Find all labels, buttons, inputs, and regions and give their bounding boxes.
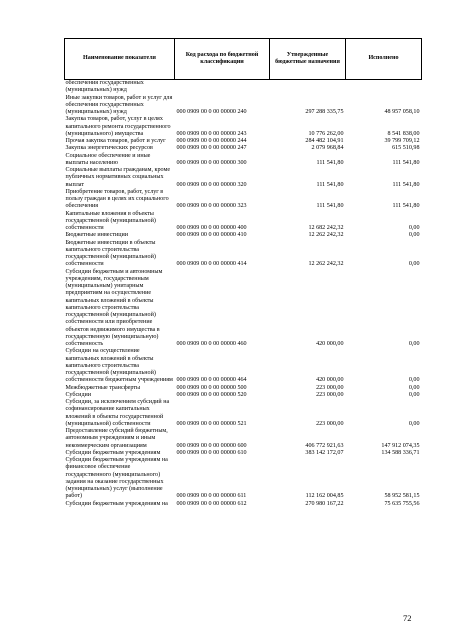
row-approved: 223 000,00 — [316, 391, 344, 398]
row-name: Субсидии бюджетным учреждениям на финансовое обеспечение государственного (муниципального) задания на оказание государственных (муниципальных) услуг (выполнение работ) — [65, 457, 168, 500]
table-row — [65, 153, 422, 168]
row-code: 000 0909 00 0 00 00000 240 — [176, 109, 247, 115]
row-executed: 615 510,98 — [392, 145, 420, 152]
row-name: Капитальные вложения в объекты государственной (муниципальной) собственности — [65, 210, 156, 231]
row-name: Бюджетные инвестиции в объекты капитального строительства государственной (муниципальной) собственности — [65, 239, 156, 268]
table-row — [65, 211, 422, 233]
table-row — [65, 392, 422, 399]
row-executed: 75 635 755,56 — [384, 500, 420, 507]
table-row — [65, 240, 422, 269]
row-code — [175, 80, 270, 95]
table-row — [65, 457, 422, 501]
row-code: 000 0909 00 0 00 00000 244 — [176, 138, 247, 144]
row-name: Иные закупки товаров, работ и услуг для обеспечения государственных (муниципальных) нужд — [65, 94, 173, 115]
row-approved: 420 000,00 — [316, 377, 344, 384]
row-executed: 48 957 058,10 — [384, 109, 420, 115]
table-row — [65, 450, 422, 457]
row-executed: 111 541,80 — [392, 159, 420, 166]
page-number: 72 — [403, 613, 412, 623]
row-approved: 406 772 921,63 — [305, 442, 344, 449]
table-row — [65, 116, 422, 138]
row-executed: 0,00 — [408, 261, 420, 268]
row-code: 000 0909 00 0 00 00000 320 — [176, 181, 247, 188]
row-executed: 0,00 — [408, 232, 420, 239]
row-executed: 147 912 074,35 — [381, 442, 420, 449]
row-code: 000 0909 00 0 00 00000 300 — [176, 159, 247, 166]
table-row — [65, 95, 422, 117]
row-code: 000 0909 00 0 00 00000 610 — [176, 449, 247, 456]
row-name: Предоставление субсидий бюджетным, автономным учреждениям и иным некоммерческим организациям — [65, 428, 168, 449]
row-code: 000 0909 00 0 00 00000 414 — [176, 261, 247, 268]
row-code: 000 0909 00 0 00 00000 600 — [176, 442, 247, 449]
table-row — [65, 167, 422, 189]
row-name: Бюджетные инвестиции — [65, 232, 129, 239]
table-row — [65, 189, 422, 211]
row-approved: 383 142 172,07 — [305, 449, 344, 456]
row-approved: 223 000,00 — [316, 420, 344, 427]
row-approved: 112 162 004,85 — [305, 493, 344, 500]
row-code: 000 0909 00 0 00 00000 464 — [176, 377, 247, 384]
row-approved — [270, 80, 346, 95]
table-row — [65, 80, 422, 95]
row-approved: 2 079 968,84 — [311, 145, 344, 152]
table-row — [65, 501, 422, 508]
table-body — [65, 80, 422, 508]
budget-execution-table — [64, 38, 422, 508]
row-approved: 12 682 242,32 — [308, 225, 344, 231]
table-header — [65, 39, 422, 80]
table-row — [65, 399, 422, 428]
row-name: Приобретение товаров, работ, услуг в пользу граждан в целях их социального обеспечения — [65, 188, 169, 210]
row-name: Закупка энергетических ресурсов — [65, 145, 153, 152]
row-executed — [346, 80, 422, 95]
table-row — [65, 348, 422, 384]
table-row — [65, 138, 422, 145]
row-code: 000 0909 00 0 00 00000 410 — [176, 232, 247, 239]
row-name: Субсидии бюджетным учреждениям — [65, 449, 161, 456]
row-code: 000 0909 00 0 00 00000 520 — [176, 391, 247, 398]
row-approved: 223 000,00 — [316, 384, 344, 391]
table-row — [65, 145, 422, 152]
row-approved: 297 288 335,75 — [305, 109, 344, 115]
row-approved: 284 482 104,91 — [305, 138, 344, 144]
row-name: Прочая закупка товаров, работ и услуг — [65, 138, 166, 144]
row-approved: 12 262 242,32 — [308, 232, 344, 239]
row-name: Субсидии, за исключением субсидий на софинансирование капитальных вложений в объекты государственной (муниципальной) собственности — [65, 399, 170, 427]
row-executed: 111 541,80 — [392, 203, 420, 210]
row-name: Социальные выплаты гражданам, кроме публичных нормативных социальных выплат — [65, 167, 171, 188]
row-code: 000 0909 00 0 00 00000 612 — [176, 500, 247, 507]
table-row — [65, 428, 422, 450]
row-code: 000 0909 00 0 00 00000 500 — [176, 384, 247, 391]
row-executed: 0,00 — [408, 225, 420, 231]
row-approved: 12 262 242,32 — [308, 261, 344, 268]
row-executed: 0,00 — [408, 391, 420, 398]
row-name: Субсидии бюджетным учреждениям на — [65, 500, 168, 507]
row-code: 000 0909 00 0 00 00000 400 — [176, 225, 247, 231]
row-executed: 111 541,80 — [392, 181, 420, 188]
table-row — [65, 269, 422, 349]
row-code: 000 0909 00 0 00 00000 611 — [176, 493, 247, 500]
row-approved: 420 000,00 — [316, 341, 344, 347]
row-approved: 111 541,80 — [316, 159, 344, 166]
row-executed: 0,00 — [408, 384, 420, 391]
row-executed: 134 588 336,71 — [381, 449, 420, 456]
row-code: 000 0909 00 0 00 00000 521 — [176, 420, 247, 427]
table-row — [65, 232, 422, 239]
row-executed: 0,00 — [408, 420, 420, 427]
row-name: Субсидии — [65, 391, 92, 398]
row-code: 000 0909 00 0 00 00000 323 — [176, 203, 247, 210]
row-name: Социальное обеспечение и иные выплаты населению — [65, 152, 151, 166]
row-approved: 10 776 262,00 — [308, 130, 344, 137]
row-executed: 39 799 709,12 — [384, 138, 420, 144]
row-name: Субсидии бюджетным и автономным учреждениям, государственным (муниципальным) унитарным предприятиям на осуществление капитальных вложений в объекты капитального строительства государственной (муниципальной) собственности или приобретение объектов недвижимого имущества в государственную (муниципальную) собственность — [65, 268, 163, 347]
row-name: обеспечения государственных (муниципальных) нужд — [65, 80, 144, 94]
row-approved: 111 541,80 — [316, 203, 344, 210]
row-executed: 0,00 — [408, 341, 420, 347]
row-executed: 0,00 — [408, 377, 420, 384]
row-name: Субсидии на осуществление капитальных вложений в объекты капитального строительства государственной (муниципальной) собственности бюджетным учреждениям — [65, 348, 173, 384]
row-executed: 8 541 838,00 — [387, 130, 420, 137]
header-executed-amount: Исполнено — [346, 39, 422, 80]
row-code: 000 0909 00 0 00 00000 460 — [176, 341, 247, 347]
row-name: Межбюджетные трансферты — [65, 384, 141, 391]
row-executed: 58 952 581,15 — [384, 493, 420, 500]
row-name: Закупка товаров, работ, услуг в целях капитального ремонта государственного (муниципального) имущества — [65, 116, 171, 137]
row-code: 000 0909 00 0 00 00000 243 — [176, 130, 247, 137]
header-approved-amount: Утвержденные бюджетные назначения — [270, 39, 346, 80]
row-code: 000 0909 00 0 00 00000 247 — [176, 145, 247, 152]
header-indicator-name: Наименование показателя — [65, 39, 175, 80]
row-approved: 270 980 167,22 — [305, 500, 344, 507]
table-row — [65, 385, 422, 392]
row-approved: 111 541,80 — [316, 181, 344, 188]
header-expense-code: Код расхода по бюджетной классификации — [175, 39, 270, 80]
